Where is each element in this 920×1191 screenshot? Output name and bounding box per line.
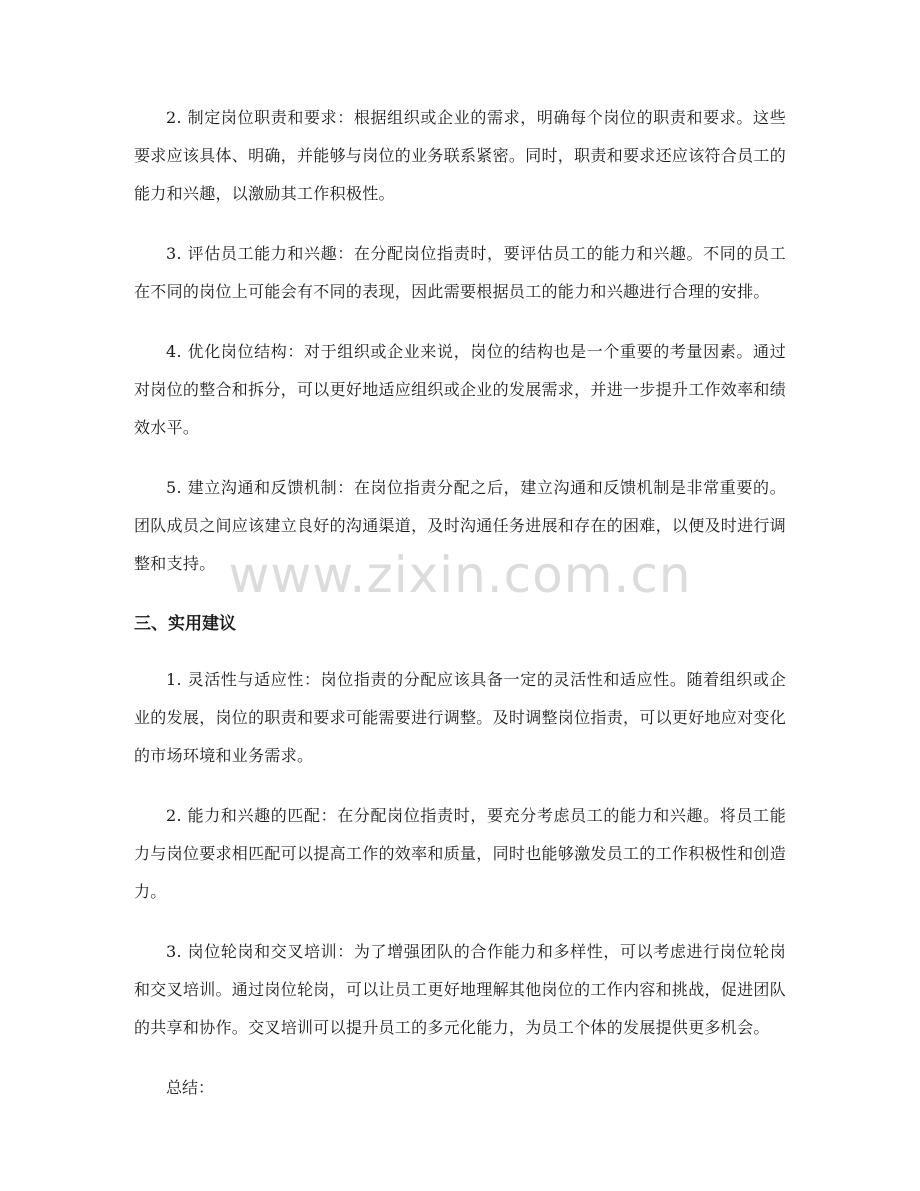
paragraph-item-2: 2. 制定岗位职责和要求：根据组织或企业的需求，明确每个岗位的职责和要求。这些要求应该具体、明确，并能够与岗位的业务联系紧密。同时，职责和要求还应该符合员工的能力和兴趣，以激励其工作积极性。 (134, 108, 787, 203)
suggestion-item-2: 2. 能力和兴趣的匹配：在分配岗位指责时，要充分考虑员工的能力和兴趣。将员工能力与岗位要求相匹配可以提高工作的效率和质量，同时也能够激发员工的工作积极性和创造力。 (134, 806, 787, 901)
paragraph-item-4: 4. 优化岗位结构：对于组织或企业来说，岗位的结构也是一个重要的考量因素。通过对岗位的整合和拆分，可以更好地适应组织或企业的发展需求，并进一步提升工作效率和绩效水平。 (134, 342, 787, 437)
suggestion-item-3: 3. 岗位轮岗和交叉培训：为了增强团队的合作能力和多样性，可以考虑进行岗位轮岗和交叉培训。通过岗位轮岗，可以让员工更好地理解其他岗位的工作内容和挑战，促进团队的共享和协作。交叉培训可以提升员工的多元化能力，为员工个体的发展提供更多机会。 (134, 942, 787, 1037)
watermark-text: www.zixin.com.cn (228, 546, 692, 604)
paragraph-item-3: 3. 评估员工能力和兴趣：在分配岗位指责时，要评估员工的能力和兴趣。不同的员工在不同的岗位上可能会有不同的表现，因此需要根据员工的能力和兴趣进行合理的安排。 (134, 244, 786, 301)
document-body (134, 99, 786, 1107)
section-heading: 三、实用建议 (134, 614, 236, 634)
paragraph-item-5: 5. 建立沟通和反馈机制：在岗位指责分配之后，建立沟通和反馈机制是非常重要的。团队成员之间应该建立良好的沟通渠道，及时沟通任务进展和存在的困难，以便及时进行调整和支持。 (134, 478, 787, 573)
suggestion-item-1: 1. 灵活性与适应性：岗位指责的分配应该具备一定的灵活性和适应性。随着组织或企业的发展，岗位的职责和要求可能需要进行调整。及时调整岗位指责，可以更好地应对变化的市场环境和业务需求。 (134, 670, 787, 765)
summary-label: 总结： (166, 1078, 215, 1097)
